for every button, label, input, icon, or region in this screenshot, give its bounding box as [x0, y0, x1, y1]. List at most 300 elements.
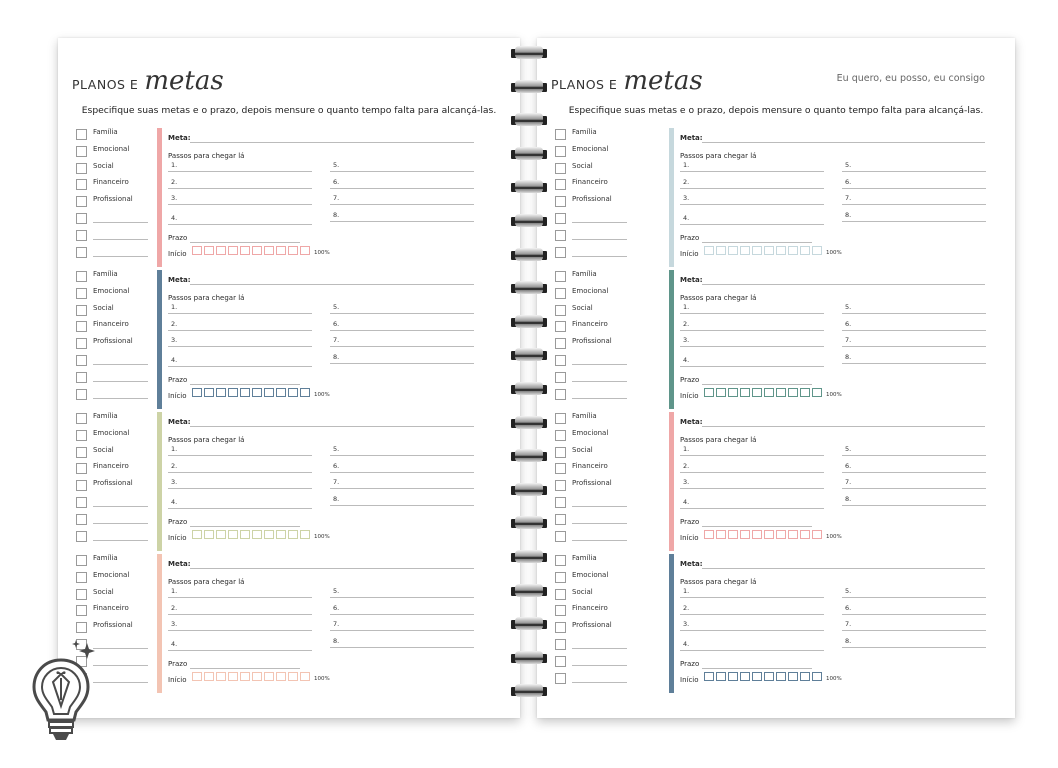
step-line[interactable] [330, 478, 474, 489]
step-line[interactable] [680, 478, 824, 489]
blank-category-line[interactable] [93, 364, 148, 365]
category-checkbox-item[interactable] [76, 621, 156, 633]
blank-category-line[interactable] [93, 506, 148, 507]
checkbox[interactable] [76, 355, 87, 366]
checkbox[interactable] [555, 163, 566, 174]
progress-box[interactable] [216, 672, 226, 681]
progress-box[interactable] [252, 246, 262, 255]
category-checkbox-item[interactable] [76, 412, 156, 424]
step-line[interactable] [680, 194, 824, 205]
progress-box[interactable] [300, 246, 310, 255]
step-line[interactable] [330, 211, 474, 222]
checkbox[interactable] [555, 271, 566, 282]
checkbox[interactable] [555, 622, 566, 633]
progress-box[interactable] [788, 530, 798, 539]
step-line[interactable] [842, 194, 986, 205]
prazo-line[interactable] [190, 384, 300, 385]
blank-category-line[interactable] [572, 648, 627, 649]
checkbox[interactable] [555, 213, 566, 224]
meta-line[interactable] [190, 284, 474, 285]
step-line[interactable] [330, 194, 474, 205]
prazo-line[interactable] [702, 526, 812, 527]
checkbox[interactable] [555, 321, 566, 332]
progress-box[interactable] [800, 388, 810, 397]
progress-box[interactable] [288, 530, 298, 539]
category-checkbox-item[interactable] [555, 462, 635, 474]
progress-box[interactable] [192, 672, 202, 681]
step-line[interactable] [680, 320, 824, 331]
progress-box[interactable] [716, 246, 726, 255]
step-line[interactable] [680, 498, 824, 509]
category-checkbox-item[interactable] [555, 496, 635, 508]
blank-category-line[interactable] [93, 540, 148, 541]
progress-box[interactable] [812, 530, 822, 539]
category-checkbox-item[interactable] [555, 371, 635, 383]
checkbox[interactable] [76, 271, 87, 282]
progress-box[interactable] [740, 388, 750, 397]
step-line[interactable] [330, 637, 474, 648]
step-line[interactable] [680, 587, 824, 598]
category-checkbox-item[interactable] [555, 672, 635, 684]
progress-box[interactable] [788, 388, 798, 397]
blank-category-line[interactable] [572, 381, 627, 382]
step-line[interactable] [842, 462, 986, 473]
step-line[interactable] [842, 303, 986, 314]
checkbox[interactable] [555, 430, 566, 441]
step-line[interactable] [330, 495, 474, 506]
blank-category-line[interactable] [572, 364, 627, 365]
category-checkbox-item[interactable] [76, 446, 156, 458]
meta-line[interactable] [702, 568, 985, 569]
checkbox[interactable] [76, 213, 87, 224]
progress-box[interactable] [812, 388, 822, 397]
step-line[interactable] [680, 336, 824, 347]
category-checkbox-item[interactable] [76, 337, 156, 349]
progress-box[interactable] [204, 672, 214, 681]
checkbox[interactable] [76, 413, 87, 424]
step-line[interactable] [842, 336, 986, 347]
category-checkbox-item[interactable] [76, 128, 156, 140]
checkbox[interactable] [76, 430, 87, 441]
category-checkbox-item[interactable] [76, 212, 156, 224]
category-checkbox-item[interactable] [76, 496, 156, 508]
category-checkbox-item[interactable] [76, 354, 156, 366]
prazo-line[interactable] [190, 526, 300, 527]
progress-box[interactable] [704, 672, 714, 681]
step-line[interactable] [168, 356, 312, 367]
progress-box[interactable] [728, 672, 738, 681]
step-line[interactable] [842, 211, 986, 222]
progress-box[interactable] [776, 530, 786, 539]
category-checkbox-item[interactable] [76, 270, 156, 282]
blank-category-line[interactable] [93, 381, 148, 382]
category-checkbox-item[interactable] [555, 588, 635, 600]
checkbox[interactable] [555, 673, 566, 684]
category-checkbox-item[interactable] [555, 571, 635, 583]
category-checkbox-item[interactable] [76, 588, 156, 600]
step-line[interactable] [330, 178, 474, 189]
category-checkbox-item[interactable] [555, 246, 635, 258]
progress-box[interactable] [716, 388, 726, 397]
prazo-line[interactable] [190, 668, 300, 669]
checkbox[interactable] [555, 146, 566, 157]
checkbox[interactable] [555, 531, 566, 542]
progress-box[interactable] [752, 530, 762, 539]
progress-box[interactable] [300, 530, 310, 539]
progress-box[interactable] [716, 530, 726, 539]
step-line[interactable] [842, 320, 986, 331]
checkbox[interactable] [555, 497, 566, 508]
category-checkbox-item[interactable] [76, 287, 156, 299]
progress-box[interactable] [204, 388, 214, 397]
checkbox[interactable] [555, 338, 566, 349]
progress-box[interactable] [240, 530, 250, 539]
category-checkbox-item[interactable] [555, 429, 635, 441]
checkbox[interactable] [76, 463, 87, 474]
progress-box[interactable] [240, 246, 250, 255]
category-checkbox-item[interactable] [555, 604, 635, 616]
progress-box[interactable] [252, 388, 262, 397]
category-checkbox-item[interactable] [555, 530, 635, 542]
progress-box[interactable] [704, 246, 714, 255]
checkbox[interactable] [76, 288, 87, 299]
meta-line[interactable] [702, 426, 985, 427]
progress-box[interactable] [776, 672, 786, 681]
progress-box[interactable] [788, 246, 798, 255]
category-checkbox-item[interactable] [76, 145, 156, 157]
step-line[interactable] [168, 620, 312, 631]
prazo-line[interactable] [702, 242, 812, 243]
step-line[interactable] [680, 462, 824, 473]
category-checkbox-item[interactable] [76, 246, 156, 258]
progress-box[interactable] [204, 246, 214, 255]
step-line[interactable] [680, 356, 824, 367]
checkbox[interactable] [555, 129, 566, 140]
category-checkbox-item[interactable] [555, 128, 635, 140]
progress-box[interactable] [740, 246, 750, 255]
checkbox[interactable] [76, 447, 87, 458]
category-checkbox-item[interactable] [555, 655, 635, 667]
category-checkbox-item[interactable] [555, 304, 635, 316]
checkbox[interactable] [76, 321, 87, 332]
checkbox[interactable] [555, 389, 566, 400]
category-checkbox-item[interactable] [76, 371, 156, 383]
category-checkbox-item[interactable] [555, 145, 635, 157]
progress-box[interactable] [812, 672, 822, 681]
step-line[interactable] [842, 445, 986, 456]
progress-box[interactable] [192, 530, 202, 539]
step-line[interactable] [168, 640, 312, 651]
progress-box[interactable] [740, 530, 750, 539]
progress-box[interactable] [264, 388, 274, 397]
progress-box[interactable] [740, 672, 750, 681]
blank-category-line[interactable] [93, 222, 148, 223]
progress-box[interactable] [228, 672, 238, 681]
blank-category-line[interactable] [93, 523, 148, 524]
step-line[interactable] [842, 604, 986, 615]
checkbox[interactable] [555, 589, 566, 600]
checkbox[interactable] [555, 247, 566, 258]
progress-box[interactable] [276, 672, 286, 681]
checkbox[interactable] [555, 355, 566, 366]
step-line[interactable] [168, 303, 312, 314]
category-checkbox-item[interactable] [555, 554, 635, 566]
progress-box[interactable] [264, 246, 274, 255]
progress-box[interactable] [800, 672, 810, 681]
step-line[interactable] [842, 637, 986, 648]
step-line[interactable] [842, 587, 986, 598]
checkbox[interactable] [555, 605, 566, 616]
category-checkbox-item[interactable] [76, 178, 156, 190]
progress-box[interactable] [228, 388, 238, 397]
progress-box[interactable] [764, 530, 774, 539]
checkbox[interactable] [555, 288, 566, 299]
progress-box[interactable] [192, 246, 202, 255]
progress-box[interactable] [776, 246, 786, 255]
step-line[interactable] [168, 604, 312, 615]
progress-box[interactable] [216, 246, 226, 255]
step-line[interactable] [330, 445, 474, 456]
checkbox[interactable] [76, 555, 87, 566]
checkbox[interactable] [76, 230, 87, 241]
progress-box[interactable] [252, 672, 262, 681]
progress-box[interactable] [812, 246, 822, 255]
meta-line[interactable] [190, 426, 474, 427]
checkbox[interactable] [555, 463, 566, 474]
category-checkbox-item[interactable] [76, 554, 156, 566]
blank-category-line[interactable] [572, 682, 627, 683]
progress-box[interactable] [288, 672, 298, 681]
category-checkbox-item[interactable] [76, 388, 156, 400]
category-checkbox-item[interactable] [76, 229, 156, 241]
blank-category-line[interactable] [93, 239, 148, 240]
checkbox[interactable] [555, 572, 566, 583]
meta-line[interactable] [190, 568, 474, 569]
step-line[interactable] [842, 620, 986, 631]
progress-box[interactable] [216, 530, 226, 539]
step-line[interactable] [168, 161, 312, 172]
category-checkbox-item[interactable] [555, 162, 635, 174]
meta-line[interactable] [702, 284, 985, 285]
blank-category-line[interactable] [93, 256, 148, 257]
checkbox[interactable] [76, 531, 87, 542]
category-checkbox-item[interactable] [76, 195, 156, 207]
progress-box[interactable] [240, 388, 250, 397]
category-checkbox-item[interactable] [555, 479, 635, 491]
checkbox[interactable] [76, 497, 87, 508]
progress-box[interactable] [264, 672, 274, 681]
category-checkbox-item[interactable] [555, 195, 635, 207]
step-line[interactable] [168, 336, 312, 347]
blank-category-line[interactable] [572, 506, 627, 507]
step-line[interactable] [330, 303, 474, 314]
checkbox[interactable] [555, 413, 566, 424]
step-line[interactable] [330, 462, 474, 473]
progress-box[interactable] [276, 530, 286, 539]
category-checkbox-item[interactable] [555, 638, 635, 650]
checkbox[interactable] [76, 389, 87, 400]
progress-box[interactable] [752, 672, 762, 681]
step-line[interactable] [168, 178, 312, 189]
category-checkbox-item[interactable] [555, 178, 635, 190]
step-line[interactable] [842, 353, 986, 364]
step-line[interactable] [842, 495, 986, 506]
step-line[interactable] [168, 587, 312, 598]
checkbox[interactable] [555, 514, 566, 525]
progress-box[interactable] [752, 388, 762, 397]
category-checkbox-item[interactable] [76, 162, 156, 174]
progress-box[interactable] [752, 246, 762, 255]
prazo-line[interactable] [190, 242, 300, 243]
category-checkbox-item[interactable] [555, 287, 635, 299]
checkbox[interactable] [76, 196, 87, 207]
category-checkbox-item[interactable] [76, 429, 156, 441]
progress-box[interactable] [276, 388, 286, 397]
step-line[interactable] [680, 178, 824, 189]
checkbox[interactable] [555, 639, 566, 650]
checkbox[interactable] [555, 230, 566, 241]
step-line[interactable] [330, 161, 474, 172]
progress-box[interactable] [788, 672, 798, 681]
blank-category-line[interactable] [572, 523, 627, 524]
step-line[interactable] [680, 303, 824, 314]
step-line[interactable] [330, 587, 474, 598]
progress-box[interactable] [728, 388, 738, 397]
category-checkbox-item[interactable] [555, 212, 635, 224]
step-line[interactable] [168, 478, 312, 489]
step-line[interactable] [680, 445, 824, 456]
category-checkbox-item[interactable] [76, 571, 156, 583]
progress-box[interactable] [288, 388, 298, 397]
checkbox[interactable] [555, 656, 566, 667]
category-checkbox-item[interactable] [76, 304, 156, 316]
checkbox[interactable] [76, 179, 87, 190]
checkbox[interactable] [76, 247, 87, 258]
blank-category-line[interactable] [572, 398, 627, 399]
step-line[interactable] [842, 478, 986, 489]
prazo-line[interactable] [702, 384, 812, 385]
category-checkbox-item[interactable] [555, 621, 635, 633]
step-line[interactable] [680, 640, 824, 651]
checkbox[interactable] [555, 305, 566, 316]
category-checkbox-item[interactable] [76, 320, 156, 332]
blank-category-line[interactable] [93, 682, 148, 683]
step-line[interactable] [680, 620, 824, 631]
step-line[interactable] [330, 604, 474, 615]
step-line[interactable] [330, 353, 474, 364]
progress-box[interactable] [300, 672, 310, 681]
meta-line[interactable] [190, 142, 474, 143]
step-line[interactable] [168, 445, 312, 456]
category-checkbox-item[interactable] [555, 229, 635, 241]
checkbox[interactable] [76, 338, 87, 349]
progress-box[interactable] [800, 246, 810, 255]
category-checkbox-item[interactable] [555, 412, 635, 424]
meta-line[interactable] [702, 142, 985, 143]
category-checkbox-item[interactable] [76, 462, 156, 474]
checkbox[interactable] [76, 622, 87, 633]
step-line[interactable] [168, 498, 312, 509]
progress-box[interactable] [264, 530, 274, 539]
checkbox[interactable] [555, 480, 566, 491]
category-checkbox-item[interactable] [555, 270, 635, 282]
step-line[interactable] [330, 620, 474, 631]
progress-box[interactable] [728, 530, 738, 539]
category-checkbox-item[interactable] [555, 354, 635, 366]
category-checkbox-item[interactable] [555, 388, 635, 400]
checkbox[interactable] [76, 605, 87, 616]
blank-category-line[interactable] [93, 665, 148, 666]
checkbox[interactable] [76, 163, 87, 174]
progress-box[interactable] [800, 530, 810, 539]
category-checkbox-item[interactable] [76, 530, 156, 542]
checkbox[interactable] [76, 372, 87, 383]
step-line[interactable] [330, 336, 474, 347]
prazo-line[interactable] [702, 668, 812, 669]
progress-box[interactable] [288, 246, 298, 255]
checkbox[interactable] [76, 305, 87, 316]
progress-box[interactable] [228, 530, 238, 539]
progress-box[interactable] [276, 246, 286, 255]
progress-box[interactable] [228, 246, 238, 255]
progress-box[interactable] [704, 530, 714, 539]
blank-category-line[interactable] [572, 222, 627, 223]
category-checkbox-item[interactable] [76, 479, 156, 491]
category-checkbox-item[interactable] [76, 513, 156, 525]
checkbox[interactable] [76, 572, 87, 583]
step-line[interactable] [680, 604, 824, 615]
blank-category-line[interactable] [93, 398, 148, 399]
category-checkbox-item[interactable] [76, 604, 156, 616]
progress-box[interactable] [216, 388, 226, 397]
progress-box[interactable] [252, 530, 262, 539]
progress-box[interactable] [716, 672, 726, 681]
checkbox[interactable] [555, 447, 566, 458]
progress-box[interactable] [728, 246, 738, 255]
progress-box[interactable] [764, 246, 774, 255]
checkbox[interactable] [555, 555, 566, 566]
category-checkbox-item[interactable] [555, 320, 635, 332]
checkbox[interactable] [555, 196, 566, 207]
blank-category-line[interactable] [93, 648, 148, 649]
step-line[interactable] [680, 161, 824, 172]
progress-box[interactable] [764, 388, 774, 397]
category-checkbox-item[interactable] [555, 337, 635, 349]
step-line[interactable] [842, 161, 986, 172]
progress-box[interactable] [300, 388, 310, 397]
checkbox[interactable] [76, 480, 87, 491]
progress-box[interactable] [776, 388, 786, 397]
checkbox[interactable] [555, 372, 566, 383]
step-line[interactable] [330, 320, 474, 331]
step-line[interactable] [168, 462, 312, 473]
step-line[interactable] [168, 214, 312, 225]
step-line[interactable] [168, 320, 312, 331]
category-checkbox-item[interactable] [555, 513, 635, 525]
progress-box[interactable] [764, 672, 774, 681]
category-checkbox-item[interactable] [555, 446, 635, 458]
checkbox[interactable] [76, 589, 87, 600]
checkbox[interactable] [76, 129, 87, 140]
step-line[interactable] [842, 178, 986, 189]
progress-box[interactable] [704, 388, 714, 397]
progress-box[interactable] [204, 530, 214, 539]
progress-box[interactable] [192, 388, 202, 397]
blank-category-line[interactable] [572, 540, 627, 541]
blank-category-line[interactable] [572, 256, 627, 257]
checkbox[interactable] [76, 514, 87, 525]
step-line[interactable] [680, 214, 824, 225]
